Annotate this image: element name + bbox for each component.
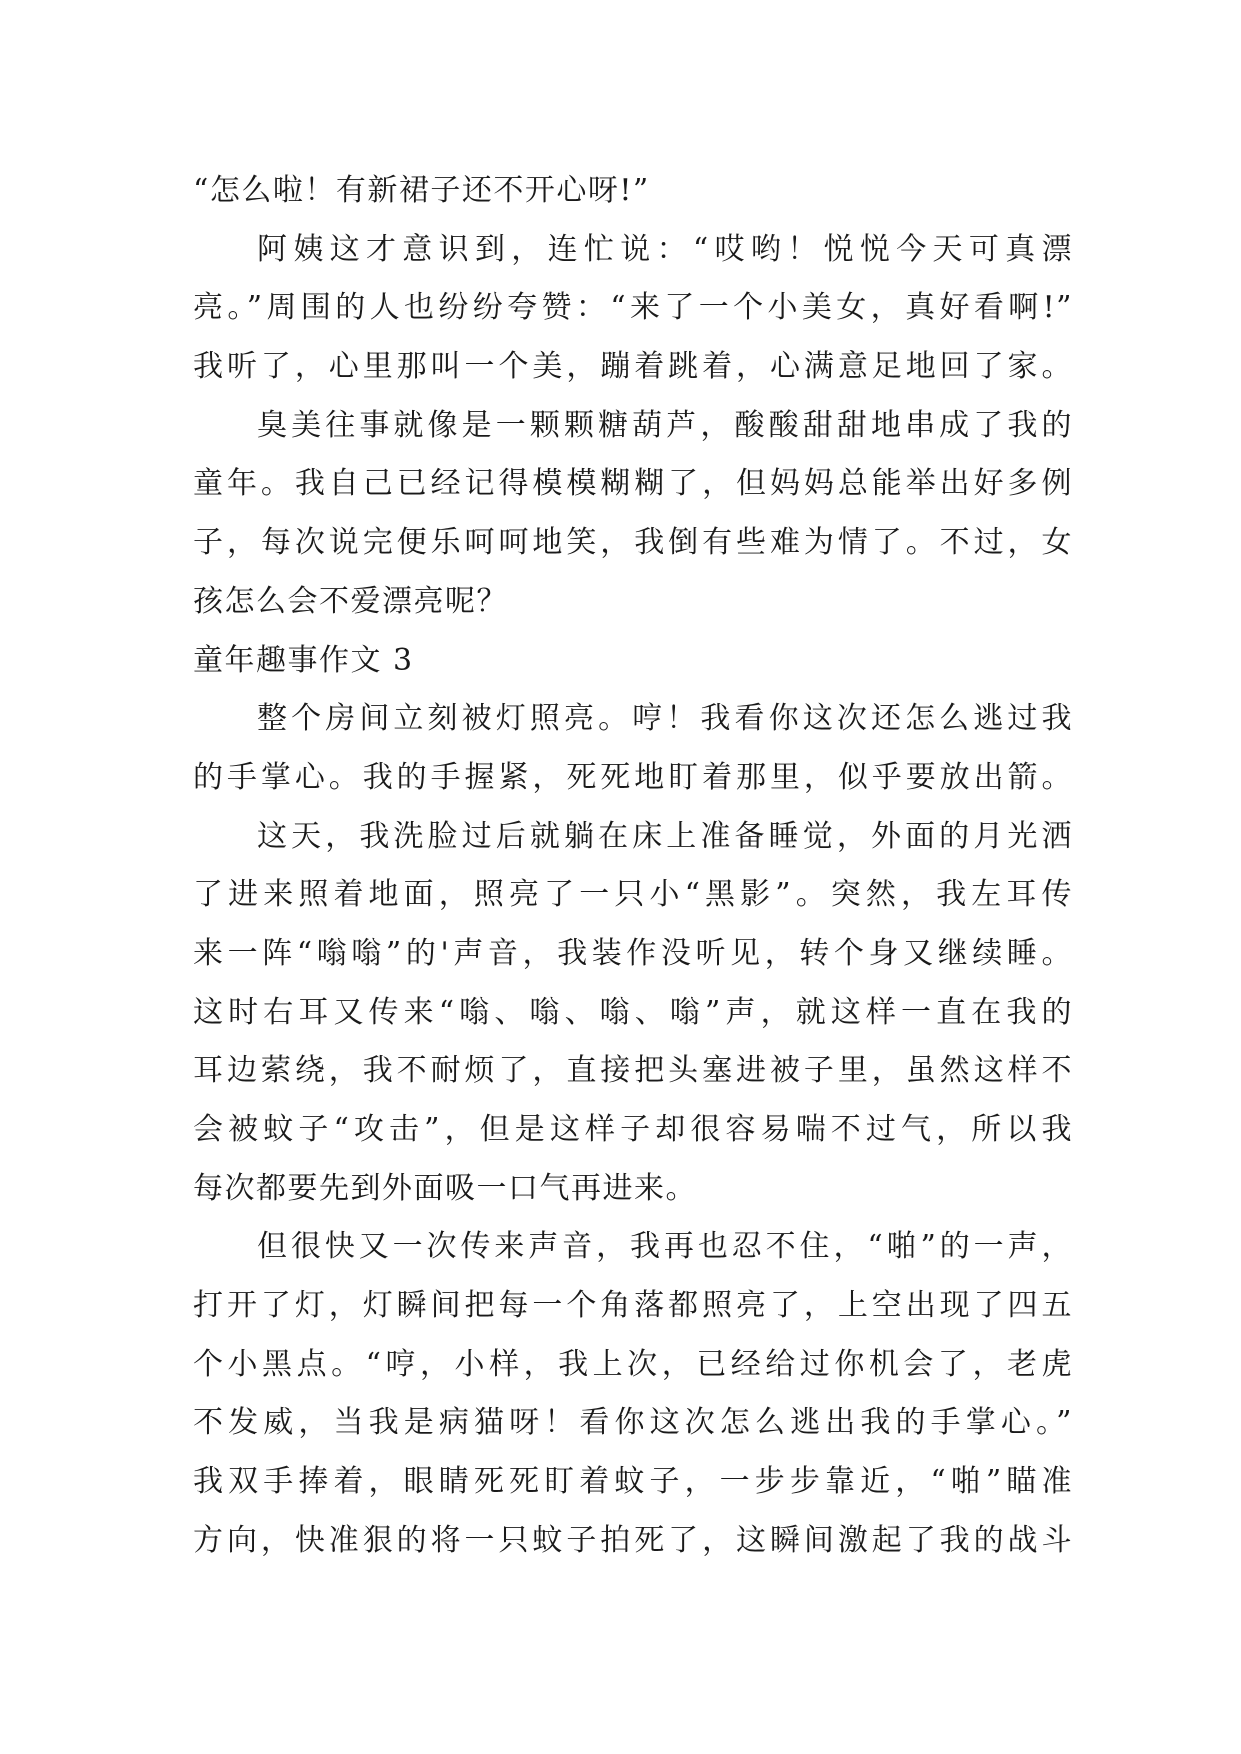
text-line: 亮。”周围的人也纷纷夸赞：“来了一个小美女，真好看啊!” xyxy=(193,290,1073,326)
text-line: 个小黑点。“哼，小样，我上次，已经给过你机会了，老虎 xyxy=(193,1346,1073,1382)
document-body xyxy=(193,162,1073,1571)
text-line: 整个房间立刻被灯照亮。哼！我看你这次还怎么逃过我 xyxy=(257,701,1073,737)
text-line: 不发威，当我是病猫呀！看你这次怎么逃出我的手掌心。” xyxy=(193,1405,1073,1441)
text-line: 这时右耳又传来“嗡、嗡、嗡、嗡”声，就这样一直在我的 xyxy=(193,994,1073,1030)
text-line: 方向，快准狠的将一只蚊子拍死了，这瞬间激起了我的战斗 xyxy=(193,1522,1073,1558)
text-line: 孩怎么会不爱漂亮呢？ xyxy=(193,583,508,619)
text-line: 了进来照着地面，照亮了一只小“黑影”。突然，我左耳传 xyxy=(193,877,1073,913)
text-line: 打开了灯，灯瞬间把每一个角落都照亮了，上空出现了四五 xyxy=(193,1288,1073,1324)
text-line: 这天，我洗脸过后就躺在床上准备睡觉，外面的月光洒 xyxy=(257,818,1073,854)
text-line: 来一阵“嗡嗡”的'声音，我装作没听见，转个身又继续睡。 xyxy=(193,935,1073,971)
text-line: 耳边萦绕，我不耐烦了，直接把头塞进被子里，虽然这样不 xyxy=(193,1053,1073,1089)
text-line: 会被蚊子“攻击”，但是这样子却很容易喘不过气，所以我 xyxy=(193,1112,1073,1147)
text-line: “怎么啦！有新裙子还不开心呀!” xyxy=(193,173,650,208)
text-line: 我听了，心里那叫一个美，蹦着跳着，心满意足地回了家。 xyxy=(193,349,1073,385)
text-line: 但很快又一次传来声音，我再也忍不住，“啪”的一声， xyxy=(257,1229,1073,1265)
text-line: 童年。我自己已经记得模模糊糊了，但妈妈总能举出好多例 xyxy=(193,466,1073,502)
text-line: 的手掌心。我的手握紧，死死地盯着那里，似乎要放出箭。 xyxy=(193,759,1073,795)
text-line: 阿姨这才意识到，连忙说：“哎哟！悦悦今天可真漂 xyxy=(257,231,1073,267)
section-heading: 童年趣事作文 3 xyxy=(193,642,414,678)
text-line: 我双手捧着，眼睛死死盯着蚊子，一步步靠近，“啪”瞄准 xyxy=(193,1464,1073,1500)
text-line: 每次都要先到外面吸一口气再进来。 xyxy=(193,1170,697,1206)
text-line: 臭美往事就像是一颗颗糖葫芦，酸酸甜甜地串成了我的 xyxy=(257,407,1073,443)
text-line: 子，每次说完便乐呵呵地笑，我倒有些难为情了。不过，女 xyxy=(193,525,1073,561)
